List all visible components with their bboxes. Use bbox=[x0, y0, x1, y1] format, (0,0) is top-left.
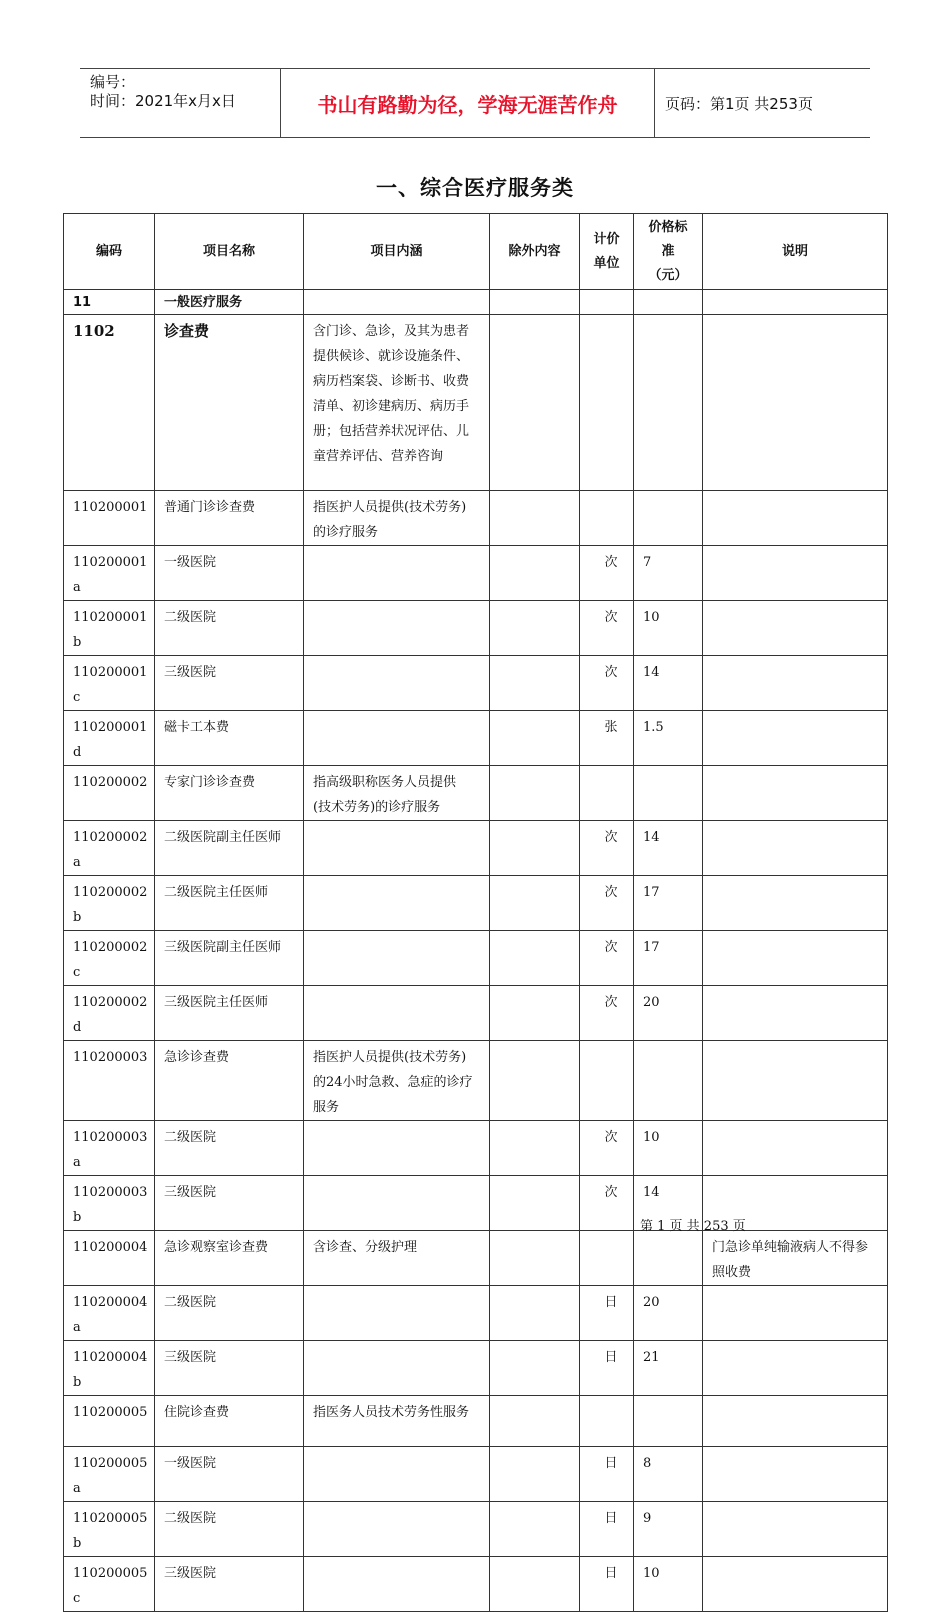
cell-unit: 日 bbox=[580, 1286, 634, 1341]
cell-exclude bbox=[490, 491, 580, 546]
table-row bbox=[64, 821, 888, 876]
cell-price: 10 bbox=[634, 1121, 703, 1176]
cell-price: 14 bbox=[634, 821, 703, 876]
cell-code: 110200002b bbox=[64, 876, 155, 931]
cell-name: 普通门诊诊查费 bbox=[155, 491, 304, 546]
table-row bbox=[64, 601, 888, 656]
col-header-exclude: 除外内容 bbox=[490, 214, 580, 290]
cell-price bbox=[634, 1231, 703, 1286]
table-row bbox=[64, 290, 888, 315]
cell-content bbox=[304, 546, 490, 601]
cell-note bbox=[703, 601, 888, 656]
cell-note bbox=[703, 1041, 888, 1121]
page-footer: 第 1 页 共 253 页 bbox=[640, 1219, 746, 1234]
cell-name: 一级医院 bbox=[155, 1447, 304, 1502]
cell-content bbox=[304, 1502, 490, 1557]
cell-unit: 次 bbox=[580, 1176, 634, 1231]
cell-name: 三级医院 bbox=[155, 1341, 304, 1396]
cell-note bbox=[703, 1557, 888, 1612]
table-row bbox=[64, 491, 888, 546]
cell-note bbox=[703, 315, 888, 491]
cell-note bbox=[703, 821, 888, 876]
cell-price bbox=[634, 766, 703, 821]
cell-exclude bbox=[490, 1447, 580, 1502]
table-row bbox=[64, 1341, 888, 1396]
cell-exclude bbox=[490, 931, 580, 986]
table-row bbox=[64, 1447, 888, 1502]
table-row bbox=[64, 876, 888, 931]
table-row bbox=[64, 1121, 888, 1176]
cell-content bbox=[304, 601, 490, 656]
document-title: 一、综合医疗服务类 bbox=[376, 175, 574, 200]
table-row bbox=[64, 1286, 888, 1341]
cell-code: 110200001b bbox=[64, 601, 155, 656]
doc-code-label: 编号： bbox=[90, 73, 136, 91]
cell-exclude bbox=[490, 1557, 580, 1612]
col-header-code: 编码 bbox=[64, 214, 155, 290]
cell-exclude bbox=[490, 1286, 580, 1341]
cell-code: 110200003 bbox=[64, 1041, 155, 1121]
cell-content bbox=[304, 290, 490, 315]
cell-content: 含门诊、急诊，及其为患者提供候诊、就诊设施条件、病历档案袋、诊断书、收费清单、初诊建病历、病历手册；包括营养状况评估、儿童营养评估、营养咨询 bbox=[304, 315, 490, 491]
cell-name: 二级医院 bbox=[155, 1121, 304, 1176]
cell-exclude bbox=[490, 656, 580, 711]
cell-note bbox=[703, 1121, 888, 1176]
cell-note bbox=[703, 656, 888, 711]
cell-unit: 张 bbox=[580, 711, 634, 766]
table-row bbox=[64, 1231, 888, 1286]
cell-code: 110200001 bbox=[64, 491, 155, 546]
cell-name: 一级医院 bbox=[155, 546, 304, 601]
cell-unit bbox=[580, 1041, 634, 1121]
col-header-note: 说明 bbox=[703, 214, 888, 290]
cell-note bbox=[703, 986, 888, 1041]
cell-content bbox=[304, 931, 490, 986]
cell-content bbox=[304, 1121, 490, 1176]
table-header-row bbox=[64, 214, 888, 290]
cell-content: 含诊查、分级护理 bbox=[304, 1231, 490, 1286]
cell-name: 三级医院副主任医师 bbox=[155, 931, 304, 986]
cell-content bbox=[304, 1341, 490, 1396]
cell-exclude bbox=[490, 315, 580, 491]
cell-code: 110200002 bbox=[64, 766, 155, 821]
cell-unit: 次 bbox=[580, 876, 634, 931]
cell-name: 二级医院 bbox=[155, 1286, 304, 1341]
table-row bbox=[64, 1502, 888, 1557]
cell-unit: 次 bbox=[580, 546, 634, 601]
cell-exclude bbox=[490, 766, 580, 821]
cell-exclude bbox=[490, 1341, 580, 1396]
cell-unit: 次 bbox=[580, 821, 634, 876]
col-header-price: 价格标 准 （元） bbox=[634, 214, 703, 290]
cell-price: 14 bbox=[634, 656, 703, 711]
table-body bbox=[64, 290, 888, 1612]
cell-price: 10 bbox=[634, 1557, 703, 1612]
cell-exclude bbox=[490, 546, 580, 601]
cell-note bbox=[703, 290, 888, 315]
cell-name: 二级医院 bbox=[155, 601, 304, 656]
cell-price bbox=[634, 491, 703, 546]
cell-exclude bbox=[490, 290, 580, 315]
cell-name: 专家门诊诊查费 bbox=[155, 766, 304, 821]
doc-date-label: 时间：2021年x月x日 bbox=[90, 92, 236, 110]
cell-code: 110200005 bbox=[64, 1396, 155, 1447]
cell-code: 110200004b bbox=[64, 1341, 155, 1396]
cell-unit bbox=[580, 290, 634, 315]
cell-name: 三级医院 bbox=[155, 656, 304, 711]
cell-price: 10 bbox=[634, 601, 703, 656]
cell-unit bbox=[580, 766, 634, 821]
cell-price: 20 bbox=[634, 986, 703, 1041]
cell-content: 指高级职称医务人员提供(技术劳务)的诊疗服务 bbox=[304, 766, 490, 821]
cell-exclude bbox=[490, 601, 580, 656]
cell-content bbox=[304, 1557, 490, 1612]
cell-note: 门急诊单纯输液病人不得参照收费 bbox=[703, 1231, 888, 1286]
cell-name: 急诊观察室诊查费 bbox=[155, 1231, 304, 1286]
cell-exclude bbox=[490, 1176, 580, 1231]
cell-exclude bbox=[490, 1121, 580, 1176]
cell-note bbox=[703, 711, 888, 766]
cell-unit bbox=[580, 491, 634, 546]
cell-price: 17 bbox=[634, 876, 703, 931]
cell-code: 110200004a bbox=[64, 1286, 155, 1341]
cell-name: 二级医院副主任医师 bbox=[155, 821, 304, 876]
cell-name: 二级医院主任医师 bbox=[155, 876, 304, 931]
cell-exclude bbox=[490, 876, 580, 931]
cell-content bbox=[304, 1286, 490, 1341]
cell-unit: 次 bbox=[580, 931, 634, 986]
cell-name: 一般医疗服务 bbox=[155, 290, 304, 315]
table-row bbox=[64, 546, 888, 601]
cell-price bbox=[634, 1396, 703, 1447]
cell-note bbox=[703, 1502, 888, 1557]
cell-unit bbox=[580, 315, 634, 491]
cell-content: 指医护人员提供(技术劳务)的诊疗服务 bbox=[304, 491, 490, 546]
cell-note bbox=[703, 1447, 888, 1502]
cell-exclude bbox=[490, 1502, 580, 1557]
cell-code: 110200002d bbox=[64, 986, 155, 1041]
cell-content bbox=[304, 1176, 490, 1231]
cell-unit: 日 bbox=[580, 1341, 634, 1396]
cell-unit: 次 bbox=[580, 1121, 634, 1176]
cell-exclude bbox=[490, 986, 580, 1041]
table-row bbox=[64, 1041, 888, 1121]
cell-code: 110200003a bbox=[64, 1121, 155, 1176]
col-header-name: 项目名称 bbox=[155, 214, 304, 290]
cell-code: 110200005c bbox=[64, 1557, 155, 1612]
cell-code: 110200003b bbox=[64, 1176, 155, 1231]
cell-price bbox=[634, 290, 703, 315]
col-header-unit: 计价 单位 bbox=[580, 214, 634, 290]
cell-content: 指医务人员技术劳务性服务 bbox=[304, 1396, 490, 1447]
cell-content bbox=[304, 876, 490, 931]
cell-code: 110200001c bbox=[64, 656, 155, 711]
cell-note bbox=[703, 491, 888, 546]
cell-content: 指医护人员提供(技术劳务)的24小时急救、急症的诊疗服务 bbox=[304, 1041, 490, 1121]
cell-note bbox=[703, 766, 888, 821]
cell-price: 7 bbox=[634, 546, 703, 601]
cell-price: 20 bbox=[634, 1286, 703, 1341]
cell-content bbox=[304, 1447, 490, 1502]
cell-code: 11 bbox=[64, 290, 155, 315]
table-row bbox=[64, 931, 888, 986]
header-page-number: 页码：第1页 共253页 bbox=[665, 94, 813, 113]
table-row bbox=[64, 1396, 888, 1447]
cell-note bbox=[703, 1341, 888, 1396]
cell-price bbox=[634, 1041, 703, 1121]
table-row bbox=[64, 315, 888, 491]
cell-name: 急诊诊查费 bbox=[155, 1041, 304, 1121]
table-row bbox=[64, 766, 888, 821]
cell-code: 110200002a bbox=[64, 821, 155, 876]
page-header bbox=[80, 68, 870, 138]
cell-exclude bbox=[490, 1231, 580, 1286]
cell-name: 三级医院 bbox=[155, 1176, 304, 1231]
table-row bbox=[64, 1176, 888, 1231]
cell-unit bbox=[580, 1396, 634, 1447]
table-row bbox=[64, 1557, 888, 1612]
cell-note bbox=[703, 1396, 888, 1447]
cell-price: 9 bbox=[634, 1502, 703, 1557]
price-table bbox=[63, 213, 888, 1612]
cell-note bbox=[703, 1286, 888, 1341]
cell-price: 14 bbox=[634, 1176, 703, 1231]
cell-content bbox=[304, 986, 490, 1041]
cell-unit: 次 bbox=[580, 656, 634, 711]
cell-note bbox=[703, 876, 888, 931]
cell-price bbox=[634, 315, 703, 491]
cell-code: 110200001d bbox=[64, 711, 155, 766]
cell-content bbox=[304, 656, 490, 711]
table-row bbox=[64, 711, 888, 766]
cell-price: 1.5 bbox=[634, 711, 703, 766]
cell-content bbox=[304, 821, 490, 876]
cell-exclude bbox=[490, 711, 580, 766]
cell-content bbox=[304, 711, 490, 766]
cell-name: 三级医院主任医师 bbox=[155, 986, 304, 1041]
cell-code: 110200004 bbox=[64, 1231, 155, 1286]
cell-code: 110200005b bbox=[64, 1502, 155, 1557]
cell-name: 诊查费 bbox=[155, 315, 304, 491]
cell-price: 21 bbox=[634, 1341, 703, 1396]
cell-unit: 次 bbox=[580, 601, 634, 656]
cell-note bbox=[703, 546, 888, 601]
cell-price: 8 bbox=[634, 1447, 703, 1502]
cell-unit: 次 bbox=[580, 986, 634, 1041]
header-meta bbox=[80, 69, 281, 137]
cell-name: 二级医院 bbox=[155, 1502, 304, 1557]
table-row bbox=[64, 656, 888, 711]
cell-unit: 日 bbox=[580, 1502, 634, 1557]
cell-unit: 日 bbox=[580, 1447, 634, 1502]
cell-exclude bbox=[490, 821, 580, 876]
cell-code: 110200001a bbox=[64, 546, 155, 601]
cell-exclude bbox=[490, 1396, 580, 1447]
cell-price: 17 bbox=[634, 931, 703, 986]
cell-exclude bbox=[490, 1041, 580, 1121]
table-row bbox=[64, 986, 888, 1041]
cell-code: 1102 bbox=[64, 315, 155, 491]
cell-unit bbox=[580, 1231, 634, 1286]
col-header-content: 项目内涵 bbox=[304, 214, 490, 290]
header-motto: 书山有路勤为径，学海无涯苦作舟 bbox=[281, 69, 655, 137]
cell-name: 住院诊查费 bbox=[155, 1396, 304, 1447]
cell-note bbox=[703, 931, 888, 986]
cell-code: 110200002c bbox=[64, 931, 155, 986]
cell-code: 110200005a bbox=[64, 1447, 155, 1502]
cell-name: 三级医院 bbox=[155, 1557, 304, 1612]
cell-name: 磁卡工本费 bbox=[155, 711, 304, 766]
cell-unit: 日 bbox=[580, 1557, 634, 1612]
